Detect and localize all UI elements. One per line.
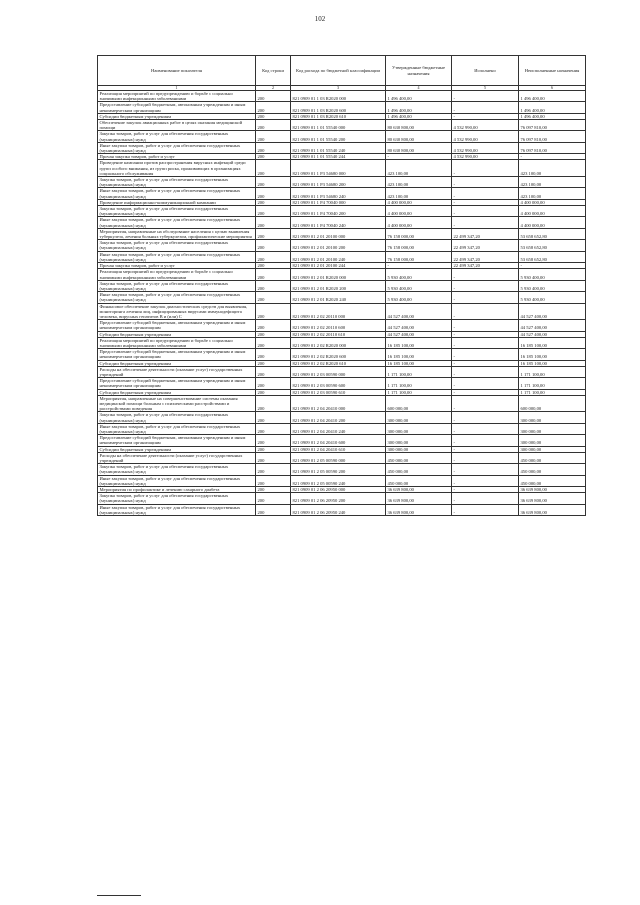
table-row xyxy=(98,303,586,320)
row-name: Закупка товаров, работ и услуг для обеспечения государственных (муниципальных) нужд xyxy=(98,131,256,142)
row-executed: - xyxy=(452,320,519,331)
row-executed: - xyxy=(452,280,519,291)
row-name: Иные закупки товаров, работ и услуг для обеспечения государственных (муниципальных) нужд xyxy=(98,475,256,486)
row-approved: 76 158 000,00 xyxy=(386,240,452,251)
row-approved: 450 000,00 xyxy=(386,475,452,486)
row-kbk: 821 0909 01 1 03 R2020 000 xyxy=(291,91,386,102)
row-executed: - xyxy=(452,360,519,366)
table-row xyxy=(98,91,586,102)
row-approved: 300 000,00 xyxy=(386,446,452,452)
row-code: 200 xyxy=(256,366,291,377)
row-name: Проведение информационно-коммуникационной кампании xyxy=(98,199,256,205)
row-code: 200 xyxy=(256,487,291,493)
row-approved: 16 185 100,00 xyxy=(386,360,452,366)
row-executed: - xyxy=(452,102,519,113)
row-code: 200 xyxy=(256,131,291,142)
row-executed: - xyxy=(452,188,519,199)
row-kbk: 821 0909 01 2 01 20100 244 xyxy=(291,263,386,269)
row-name: Реализация мероприятий по предупреждению и борьбе с социально значимыми инфекционными заболеваниями xyxy=(98,269,256,280)
row-approved: - xyxy=(386,263,452,269)
row-approved: 5 930 400,00 xyxy=(386,269,452,280)
row-kbk: 821 0909 01 2 04 20410 610 xyxy=(291,446,386,452)
column-header-code: Код строки xyxy=(256,56,291,86)
row-code: 200 xyxy=(256,452,291,463)
row-kbk: 821 0909 01 1 P4 70040 000 xyxy=(291,199,386,205)
row-executed: 22 499 347,20 xyxy=(452,228,519,239)
row-executed: 4 532 990,00 xyxy=(452,154,519,160)
row-name: Субсидии бюджетным учреждениям xyxy=(98,360,256,366)
row-name: Закупка товаров, работ и услуг для обеспечения государственных (муниципальных) нужд xyxy=(98,412,256,423)
row-approved: - xyxy=(386,154,452,160)
row-approved: 1 171 100,00 xyxy=(386,366,452,377)
row-code: 200 xyxy=(256,378,291,389)
table-row xyxy=(98,240,586,251)
row-code: 200 xyxy=(256,349,291,360)
row-unexecuted: 423 100,00 xyxy=(519,188,586,199)
row-approved: 4 400 000,00 xyxy=(386,206,452,217)
column-header-unexecuted: Неисполненные назначения xyxy=(519,56,586,86)
row-kbk: 821 0909 01 2 02 20110 000 xyxy=(291,303,386,320)
column-header-name: Наименование показателя xyxy=(98,56,256,86)
row-code: 200 xyxy=(256,395,291,412)
row-unexecuted: 36 639 800,00 xyxy=(519,487,586,493)
row-code: 200 xyxy=(256,320,291,331)
row-executed: - xyxy=(452,487,519,493)
row-executed: 22 499 347,20 xyxy=(452,240,519,251)
table-row xyxy=(98,120,586,131)
table-row xyxy=(98,366,586,377)
row-name: Закупка товаров, работ и услуг для обеспечения государственных (муниципальных) нужд xyxy=(98,280,256,291)
table-row xyxy=(98,142,586,153)
row-kbk: 821 0909 01 2 01 R2020 000 xyxy=(291,269,386,280)
budget-execution-table xyxy=(97,55,586,516)
row-name: Закупка товаров, работ и услуг для обеспечения государственных (муниципальных) нужд xyxy=(98,206,256,217)
row-kbk: 821 0909 01 2 01 R2020 240 xyxy=(291,292,386,303)
column-header-kbk: Код расхода по бюджетной классификации xyxy=(291,56,386,86)
row-unexecuted: 53 658 652,80 xyxy=(519,240,586,251)
row-approved: 1 496 400,00 xyxy=(386,91,452,102)
row-executed: - xyxy=(452,366,519,377)
row-code: 200 xyxy=(256,493,291,504)
row-executed: - xyxy=(452,199,519,205)
row-name: Мероприятия, направленные на совершенствование системы оказания медицинской помощи больным с психическими расстройствами и расстройствами поведения xyxy=(98,395,256,412)
row-unexecuted: 44 527 400,00 xyxy=(519,320,586,331)
row-code: 200 xyxy=(256,446,291,452)
table-row xyxy=(98,280,586,291)
row-code: 200 xyxy=(256,423,291,434)
row-unexecuted: 16 185 100,00 xyxy=(519,337,586,348)
row-unexecuted: 76 097 810,00 xyxy=(519,131,586,142)
row-name: Мероприятия, направленные на обследование населения с целью выявления туберкулеза, лечения больных туберкулезом, профилактические мероприятия xyxy=(98,228,256,239)
row-name: Иные закупки товаров, работ и услуг для обеспечения государственных (муниципальных) нужд xyxy=(98,504,256,515)
row-unexecuted: 600 000,00 xyxy=(519,395,586,412)
row-kbk: 821 0909 01 2 04 20410 200 xyxy=(291,412,386,423)
row-approved: 76 158 000,00 xyxy=(386,251,452,262)
row-approved: 1 496 400,00 xyxy=(386,102,452,113)
row-executed: - xyxy=(452,303,519,320)
row-name: Предоставление субсидий бюджетным, автономным учреждениям и иным некоммерческим организациям xyxy=(98,349,256,360)
row-kbk: 821 0909 01 2 02 R2020 600 xyxy=(291,349,386,360)
row-code: 200 xyxy=(256,269,291,280)
table-row xyxy=(98,395,586,412)
row-kbk: 821 0909 01 2 02 R2020 000 xyxy=(291,337,386,348)
table-row xyxy=(98,320,586,331)
row-name: Субсидии бюджетным учреждениям xyxy=(98,389,256,395)
row-code: 200 xyxy=(256,504,291,515)
row-kbk: 821 0909 01 1 03 R2020 600 xyxy=(291,102,386,113)
column-index: 4 xyxy=(386,86,452,91)
row-kbk: 821 0909 01 2 06 20950 000 xyxy=(291,487,386,493)
row-approved: 80 630 800,00 xyxy=(386,120,452,131)
table-row xyxy=(98,349,586,360)
row-code: 200 xyxy=(256,120,291,131)
row-executed: - xyxy=(452,160,519,177)
row-name: Прочая закупка товаров, работ и услуг xyxy=(98,263,256,269)
row-unexecuted: 76 097 810,00 xyxy=(519,142,586,153)
row-executed: - xyxy=(452,493,519,504)
row-code: 200 xyxy=(256,199,291,205)
row-code: 200 xyxy=(256,331,291,337)
row-code: 200 xyxy=(256,160,291,177)
row-approved: 36 639 800,00 xyxy=(386,487,452,493)
row-unexecuted: 44 527 400,00 xyxy=(519,303,586,320)
table-row xyxy=(98,412,586,423)
row-approved: 80 630 800,00 xyxy=(386,131,452,142)
row-code: 200 xyxy=(256,303,291,320)
row-name: Субсидии бюджетным учреждениям xyxy=(98,331,256,337)
row-kbk: 821 0909 01 2 02 20110 610 xyxy=(291,331,386,337)
row-unexecuted: 300 000,00 xyxy=(519,446,586,452)
row-name: Предоставление субсидий бюджетным, автономным учреждениям и иным некоммерческим организациям xyxy=(98,320,256,331)
row-kbk: 821 0909 01 1 P3 54680 000 xyxy=(291,160,386,177)
row-code: 200 xyxy=(256,389,291,395)
row-unexecuted: 44 527 400,00 xyxy=(519,331,586,337)
row-executed: 4 532 990,00 xyxy=(452,142,519,153)
row-unexecuted: 423 100,00 xyxy=(519,177,586,188)
row-name: Предоставление субсидий бюджетным, автономным учреждениям и иным некоммерческим организациям xyxy=(98,378,256,389)
row-approved: 80 630 800,00 xyxy=(386,142,452,153)
row-kbk: 821 0909 01 2 06 20950 200 xyxy=(291,493,386,504)
row-code: 200 xyxy=(256,240,291,251)
row-unexecuted: 4 400 000,00 xyxy=(519,217,586,228)
row-unexecuted: 1 171 100,00 xyxy=(519,389,586,395)
row-unexecuted: 1 496 400,00 xyxy=(519,113,586,119)
row-name: Расходы на обеспечение деятельности (оказание услуг) государственных учреждений xyxy=(98,452,256,463)
table-row xyxy=(98,188,586,199)
table-header-row xyxy=(98,56,586,86)
row-approved: 1 171 100,00 xyxy=(386,378,452,389)
row-name: Иные закупки товаров, работ и услуг для обеспечения государственных (муниципальных) нужд xyxy=(98,423,256,434)
table-row xyxy=(98,251,586,262)
row-unexecuted: - xyxy=(519,154,586,160)
row-executed: - xyxy=(452,206,519,217)
row-unexecuted: 16 185 100,00 xyxy=(519,349,586,360)
row-name: Закупка товаров, работ и услуг для обеспечения государственных (муниципальных) нужд xyxy=(98,177,256,188)
row-kbk: 821 0909 01 2 01 20100 000 xyxy=(291,228,386,239)
row-kbk: 821 0909 01 1 P3 54680 200 xyxy=(291,177,386,188)
page-number: 102 xyxy=(314,15,326,23)
row-code: 200 xyxy=(256,228,291,239)
row-unexecuted: 5 930 400,00 xyxy=(519,280,586,291)
row-name: Закупка товаров, работ и услуг для обеспечения государственных (муниципальных) нужд xyxy=(98,240,256,251)
table-row xyxy=(98,228,586,239)
row-code: 200 xyxy=(256,292,291,303)
row-name: Иные закупки товаров, работ и услуг для обеспечения государственных (муниципальных) нужд xyxy=(98,217,256,228)
row-approved: 36 639 800,00 xyxy=(386,504,452,515)
row-approved: 16 185 100,00 xyxy=(386,349,452,360)
row-code: 200 xyxy=(256,154,291,160)
row-kbk: 821 0909 01 1 P4 70040 240 xyxy=(291,217,386,228)
row-name: Мероприятия по профилактике и лечению сахарного диабета xyxy=(98,487,256,493)
row-name: Расходы на обеспечение деятельности (оказание услуг) государственных учреждений xyxy=(98,366,256,377)
row-unexecuted: - xyxy=(519,263,586,269)
row-code: 200 xyxy=(256,360,291,366)
row-approved: 76 158 000,00 xyxy=(386,228,452,239)
table-row xyxy=(98,217,586,228)
row-code: 200 xyxy=(256,177,291,188)
row-unexecuted: 16 185 100,00 xyxy=(519,360,586,366)
row-executed: 22 499 347,20 xyxy=(452,251,519,262)
table-row xyxy=(98,504,586,515)
row-kbk: 821 0909 01 2 05 00590 200 xyxy=(291,464,386,475)
row-kbk: 821 0909 01 2 01 R2020 200 xyxy=(291,280,386,291)
row-unexecuted: 53 658 652,80 xyxy=(519,251,586,262)
row-name: Иные закупки товаров, работ и услуг для обеспечения государственных (муниципальных) нужд xyxy=(98,142,256,153)
row-approved: 16 185 100,00 xyxy=(386,337,452,348)
row-code: 200 xyxy=(256,475,291,486)
row-executed: - xyxy=(452,389,519,395)
row-approved: 1 496 400,00 xyxy=(386,113,452,119)
row-approved: 423 100,00 xyxy=(386,160,452,177)
row-unexecuted: 5 930 400,00 xyxy=(519,292,586,303)
row-kbk: 821 0909 01 2 04 20410 240 xyxy=(291,423,386,434)
table-body xyxy=(98,91,586,516)
row-kbk: 821 0909 01 2 03 00590 610 xyxy=(291,389,386,395)
row-unexecuted: 450 000,00 xyxy=(519,464,586,475)
row-unexecuted: 450 000,00 xyxy=(519,475,586,486)
row-code: 200 xyxy=(256,280,291,291)
row-approved: 1 171 100,00 xyxy=(386,389,452,395)
row-executed: - xyxy=(452,435,519,446)
column-index: 3 xyxy=(291,86,386,91)
row-name: Иные закупки товаров, работ и услуг для обеспечения государственных (муниципальных) нужд xyxy=(98,188,256,199)
row-code: 200 xyxy=(256,263,291,269)
row-unexecuted: 1 171 100,00 xyxy=(519,366,586,377)
row-name: Предоставление субсидий бюджетным, автономным учреждениям и иным некоммерческим организациям xyxy=(98,435,256,446)
row-kbk: 821 0909 01 2 06 20950 240 xyxy=(291,504,386,515)
column-header-approved: Утвержденные бюджетные назначения xyxy=(386,56,452,86)
table-row xyxy=(98,102,586,113)
row-code: 200 xyxy=(256,435,291,446)
row-unexecuted: 300 000,00 xyxy=(519,412,586,423)
row-approved: 5 930 400,00 xyxy=(386,292,452,303)
row-name: Предоставление субсидий бюджетным, автономным учреждениям и иным некоммерческим организациям xyxy=(98,102,256,113)
row-approved: 36 639 800,00 xyxy=(386,493,452,504)
row-executed: - xyxy=(452,395,519,412)
row-name: Иные закупки товаров, работ и услуг для обеспечения государственных (муниципальных) нужд xyxy=(98,251,256,262)
table-row xyxy=(98,292,586,303)
row-name: Реализация мероприятий по предупреждению и борьбе с социально значимыми инфекционными заболеваниями xyxy=(98,91,256,102)
row-executed: - xyxy=(452,113,519,119)
row-executed: - xyxy=(452,446,519,452)
row-approved: 44 527 400,00 xyxy=(386,320,452,331)
row-executed: - xyxy=(452,452,519,463)
row-kbk: 821 0909 01 2 01 20100 240 xyxy=(291,251,386,262)
row-name: Проведение кампании против распространения вирусных инфекций среди групп особого внимания, из групп риска, проживающих в организациях социального обслуживания xyxy=(98,160,256,177)
row-executed: - xyxy=(452,217,519,228)
row-executed: 22 499 347,20 xyxy=(452,263,519,269)
row-unexecuted: 5 930 400,00 xyxy=(519,269,586,280)
row-approved: 4 400 000,00 xyxy=(386,199,452,205)
row-kbk: 821 0909 01 1 01 55540 244 xyxy=(291,154,386,160)
row-kbk: 821 0909 01 2 01 20100 200 xyxy=(291,240,386,251)
row-kbk: 821 0909 01 2 02 R2020 610 xyxy=(291,360,386,366)
table-row xyxy=(98,452,586,463)
row-name: Закупка товаров, работ и услуг для обеспечения государственных (муниципальных) нужд xyxy=(98,493,256,504)
row-executed: 4 532 990,00 xyxy=(452,131,519,142)
row-unexecuted: 4 400 000,00 xyxy=(519,206,586,217)
row-kbk: 821 0909 01 2 03 00590 600 xyxy=(291,378,386,389)
table-row xyxy=(98,493,586,504)
row-kbk: 821 0909 01 2 04 20410 600 xyxy=(291,435,386,446)
table-row xyxy=(98,177,586,188)
row-code: 200 xyxy=(256,464,291,475)
row-executed: - xyxy=(452,423,519,434)
row-code: 200 xyxy=(256,142,291,153)
row-unexecuted: 76 097 810,00 xyxy=(519,120,586,131)
row-code: 200 xyxy=(256,188,291,199)
column-index: 1 xyxy=(98,86,256,91)
row-executed: 4 532 990,00 xyxy=(452,120,519,131)
row-approved: 450 000,00 xyxy=(386,464,452,475)
table-row xyxy=(98,160,586,177)
row-unexecuted: 53 658 652,80 xyxy=(519,228,586,239)
row-executed: - xyxy=(452,91,519,102)
row-kbk: 821 0909 01 2 05 00590 240 xyxy=(291,475,386,486)
row-name: Закупка товаров, работ и услуг для обеспечения государственных (муниципальных) нужд xyxy=(98,464,256,475)
row-kbk: 821 0909 01 1 01 55540 000 xyxy=(291,120,386,131)
table-row xyxy=(98,378,586,389)
row-kbk: 821 0909 01 1 P4 70040 200 xyxy=(291,206,386,217)
row-name: Прочая закупка товаров, работ и услуг xyxy=(98,154,256,160)
row-unexecuted: 300 000,00 xyxy=(519,435,586,446)
row-name: Субсидии бюджетным учреждениям xyxy=(98,113,256,119)
row-unexecuted: 36 639 800,00 xyxy=(519,504,586,515)
row-code: 200 xyxy=(256,113,291,119)
row-code: 200 xyxy=(256,251,291,262)
row-unexecuted: 36 639 800,00 xyxy=(519,493,586,504)
row-unexecuted: 1 496 400,00 xyxy=(519,91,586,102)
row-approved: 300 000,00 xyxy=(386,423,452,434)
row-unexecuted: 300 000,00 xyxy=(519,423,586,434)
table-row xyxy=(98,464,586,475)
row-approved: 4 400 000,00 xyxy=(386,217,452,228)
row-unexecuted: 4 400 000,00 xyxy=(519,199,586,205)
row-executed: - xyxy=(452,269,519,280)
footnote-rule xyxy=(97,895,141,896)
row-executed: - xyxy=(452,464,519,475)
table-row xyxy=(98,131,586,142)
row-code: 200 xyxy=(256,206,291,217)
row-approved: 44 527 400,00 xyxy=(386,303,452,320)
row-kbk: 821 0909 01 2 03 00590 000 xyxy=(291,366,386,377)
table-row xyxy=(98,206,586,217)
row-kbk: 821 0909 01 1 P3 54680 240 xyxy=(291,188,386,199)
row-unexecuted: 423 100,00 xyxy=(519,160,586,177)
column-index: 6 xyxy=(519,86,586,91)
row-unexecuted: 1 496 400,00 xyxy=(519,102,586,113)
row-kbk: 821 0909 01 2 02 20110 600 xyxy=(291,320,386,331)
row-kbk: 821 0909 01 1 03 R2020 610 xyxy=(291,113,386,119)
row-name: Иные закупки товаров, работ и услуг для обеспечения государственных (муниципальных) нужд xyxy=(98,292,256,303)
row-unexecuted: 1 171 100,00 xyxy=(519,378,586,389)
column-index: 2 xyxy=(256,86,291,91)
row-kbk: 821 0909 01 2 04 20410 000 xyxy=(291,395,386,412)
row-name: Субсидии бюджетным учреждениям xyxy=(98,446,256,452)
row-executed: - xyxy=(452,177,519,188)
row-code: 200 xyxy=(256,91,291,102)
row-approved: 5 930 400,00 xyxy=(386,280,452,291)
column-index: 5 xyxy=(452,86,519,91)
table-row xyxy=(98,269,586,280)
row-executed: - xyxy=(452,331,519,337)
row-approved: 300 000,00 xyxy=(386,412,452,423)
row-name: Реализация мероприятий по предупреждению и борьбе с социально значимыми инфекционными заболеваниями xyxy=(98,337,256,348)
row-kbk: 821 0909 01 1 01 55540 200 xyxy=(291,131,386,142)
row-name: Финансовое обеспечение закупок диагностических средств для выявления, мониторинга лечения лиц, инфицированных вирусами иммунодефицита человека, вирусных гепатитов B и (или) C xyxy=(98,303,256,320)
row-code: 200 xyxy=(256,102,291,113)
row-executed: - xyxy=(452,412,519,423)
row-executed: - xyxy=(452,504,519,515)
row-approved: 300 000,00 xyxy=(386,435,452,446)
row-executed: - xyxy=(452,475,519,486)
row-executed: - xyxy=(452,337,519,348)
table-row xyxy=(98,423,586,434)
table-row xyxy=(98,475,586,486)
row-code: 200 xyxy=(256,217,291,228)
row-code: 200 xyxy=(256,337,291,348)
row-kbk: 821 0909 01 1 01 55540 240 xyxy=(291,142,386,153)
row-approved: 600 000,00 xyxy=(386,395,452,412)
table-row xyxy=(98,337,586,348)
row-approved: 44 527 400,00 xyxy=(386,331,452,337)
row-executed: - xyxy=(452,349,519,360)
row-kbk: 821 0909 01 2 05 00590 000 xyxy=(291,452,386,463)
row-approved: 450 000,00 xyxy=(386,452,452,463)
row-name: Обеспечение закупок авиационных работ в целях оказания медицинской помощи xyxy=(98,120,256,131)
row-executed: - xyxy=(452,292,519,303)
row-approved: 423 100,00 xyxy=(386,177,452,188)
row-unexecuted: 450 000,00 xyxy=(519,452,586,463)
row-executed: - xyxy=(452,378,519,389)
column-header-executed: Исполнено xyxy=(452,56,519,86)
row-code: 200 xyxy=(256,412,291,423)
row-approved: 423 100,00 xyxy=(386,188,452,199)
table-row xyxy=(98,435,586,446)
